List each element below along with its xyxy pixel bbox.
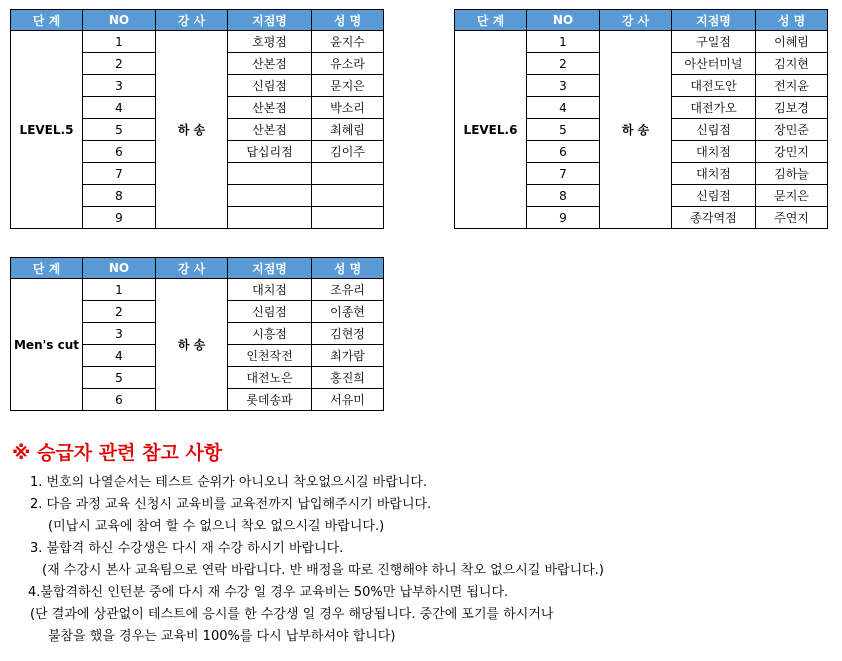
- name-cell: 강민지: [756, 141, 828, 163]
- note-line-4-sub2: 불참을 했을 경우는 교육비 100%를 다시 납부하셔야 합니다): [48, 629, 396, 644]
- name-cell: 최혜림: [312, 119, 384, 141]
- branch-cell: 호평점: [228, 31, 312, 53]
- note-line-4-sub: (단 결과에 상관없이 테스트에 응시를 한 수강생 일 경우 해당됩니다. 중간에 포기를 하시거나: [30, 607, 554, 622]
- branch-cell: 신림점: [672, 119, 756, 141]
- name-cell: 김하늘: [756, 163, 828, 185]
- instructor-cell: 하 송: [156, 279, 228, 411]
- branch-cell: 롯데송파: [228, 389, 312, 411]
- name-cell: 이혜림: [756, 31, 828, 53]
- branch-cell: 대전노은: [228, 367, 312, 389]
- branch-cell: 구일점: [672, 31, 756, 53]
- column-header: 단 계: [455, 10, 527, 31]
- no-cell: 3: [83, 323, 156, 345]
- no-cell: 5: [83, 367, 156, 389]
- table-row: [11, 279, 384, 301]
- branch-cell: [228, 185, 312, 207]
- table-row: [11, 31, 384, 53]
- no-cell: 4: [83, 345, 156, 367]
- no-cell: 7: [83, 163, 156, 185]
- branch-cell: 대치점: [672, 141, 756, 163]
- no-cell: 9: [527, 207, 600, 229]
- name-cell: [312, 185, 384, 207]
- column-header: 강 사: [600, 10, 672, 31]
- no-cell: 9: [83, 207, 156, 229]
- name-cell: 문지은: [756, 185, 828, 207]
- column-header: 강 사: [156, 258, 228, 279]
- notes-section: [12, 438, 832, 648]
- notes-title: ※ 승급자 관련 참고 사항: [12, 442, 223, 464]
- column-header: NO: [83, 10, 156, 31]
- column-header: NO: [527, 10, 600, 31]
- column-header: 지점명: [228, 258, 312, 279]
- name-cell: 김이주: [312, 141, 384, 163]
- name-cell: 김보경: [756, 97, 828, 119]
- column-header: 지점명: [228, 10, 312, 31]
- level-cell: LEVEL.5: [11, 31, 83, 229]
- level5-table: [10, 9, 384, 229]
- name-cell: 윤지수: [312, 31, 384, 53]
- note-line-2-sub: (미납시 교육에 참여 할 수 없으니 착오 없으시길 바랍니다.): [48, 519, 385, 534]
- branch-cell: 대전가오: [672, 97, 756, 119]
- branch-cell: [228, 163, 312, 185]
- note-line-3-sub: (재 수강시 본사 교육팀으로 연락 바랍니다. 반 배정을 따로 진행해야 하니 착오 없으시길 바랍니다.): [42, 563, 604, 578]
- branch-cell: 아산터미널: [672, 53, 756, 75]
- no-cell: 2: [83, 301, 156, 323]
- no-cell: 4: [83, 97, 156, 119]
- note-line-1: 1. 번호의 나열순서는 테스트 순위가 아니오니 착오없으시길 바랍니다.: [30, 475, 428, 490]
- name-cell: 유소라: [312, 53, 384, 75]
- name-cell: [312, 207, 384, 229]
- name-cell: 홍진희: [312, 367, 384, 389]
- no-cell: 6: [83, 141, 156, 163]
- name-cell: 장민준: [756, 119, 828, 141]
- header-row: [11, 10, 384, 31]
- name-cell: 서유미: [312, 389, 384, 411]
- branch-cell: 종각역점: [672, 207, 756, 229]
- name-cell: 김현정: [312, 323, 384, 345]
- no-cell: 5: [83, 119, 156, 141]
- no-cell: 6: [527, 141, 600, 163]
- level-cell: LEVEL.6: [455, 31, 527, 229]
- branch-cell: 시흥점: [228, 323, 312, 345]
- column-header: 성 명: [312, 10, 384, 31]
- column-header: 단 계: [11, 10, 83, 31]
- branch-cell: 인천작전: [228, 345, 312, 367]
- branch-cell: 답십리점: [228, 141, 312, 163]
- note-line-3: 3. 불합격 하신 수강생은 다시 재 수강 하시기 바랍니다.: [30, 541, 344, 556]
- branch-cell: 산본점: [228, 97, 312, 119]
- no-cell: 4: [527, 97, 600, 119]
- no-cell: 1: [83, 31, 156, 53]
- header-row: [11, 258, 384, 279]
- branch-cell: 신림점: [228, 301, 312, 323]
- no-cell: 1: [83, 279, 156, 301]
- level-cell: Men's cut: [11, 279, 83, 411]
- name-cell: 조유리: [312, 279, 384, 301]
- instructor-cell: 하 송: [600, 31, 672, 229]
- no-cell: 2: [83, 53, 156, 75]
- column-header: 단 계: [11, 258, 83, 279]
- table-row: [455, 31, 828, 53]
- no-cell: 3: [527, 75, 600, 97]
- note-line-2: 2. 다음 과정 교육 신청시 교육비를 교육전까지 납입해주시기 바랍니다.: [30, 497, 432, 512]
- branch-cell: 대치점: [228, 279, 312, 301]
- branch-cell: 대전도안: [672, 75, 756, 97]
- name-cell: [312, 163, 384, 185]
- header-row: [455, 10, 828, 31]
- name-cell: 김지현: [756, 53, 828, 75]
- note-line-4: 4.불합격하신 인턴분 중에 다시 재 수강 일 경우 교육비는 50%만 납부하시면 됩니다.: [28, 585, 509, 600]
- branch-cell: 대치점: [672, 163, 756, 185]
- no-cell: 7: [527, 163, 600, 185]
- column-header: 성 명: [312, 258, 384, 279]
- name-cell: 이종현: [312, 301, 384, 323]
- no-cell: 1: [527, 31, 600, 53]
- branch-cell: 산본점: [228, 53, 312, 75]
- no-cell: 8: [527, 185, 600, 207]
- column-header: 성 명: [756, 10, 828, 31]
- no-cell: 8: [83, 185, 156, 207]
- name-cell: 문지은: [312, 75, 384, 97]
- mens-cut-table: [10, 257, 384, 411]
- no-cell: 6: [83, 389, 156, 411]
- column-header: 강 사: [156, 10, 228, 31]
- name-cell: 최가람: [312, 345, 384, 367]
- branch-cell: [228, 207, 312, 229]
- name-cell: 박소리: [312, 97, 384, 119]
- no-cell: 2: [527, 53, 600, 75]
- branch-cell: 신림점: [672, 185, 756, 207]
- name-cell: 주연지: [756, 207, 828, 229]
- no-cell: 5: [527, 119, 600, 141]
- branch-cell: 신림점: [228, 75, 312, 97]
- level6-table: [454, 9, 828, 229]
- no-cell: 3: [83, 75, 156, 97]
- column-header: NO: [83, 258, 156, 279]
- instructor-cell: 하 송: [156, 31, 228, 229]
- name-cell: 전지윤: [756, 75, 828, 97]
- branch-cell: 산본점: [228, 119, 312, 141]
- column-header: 지점명: [672, 10, 756, 31]
